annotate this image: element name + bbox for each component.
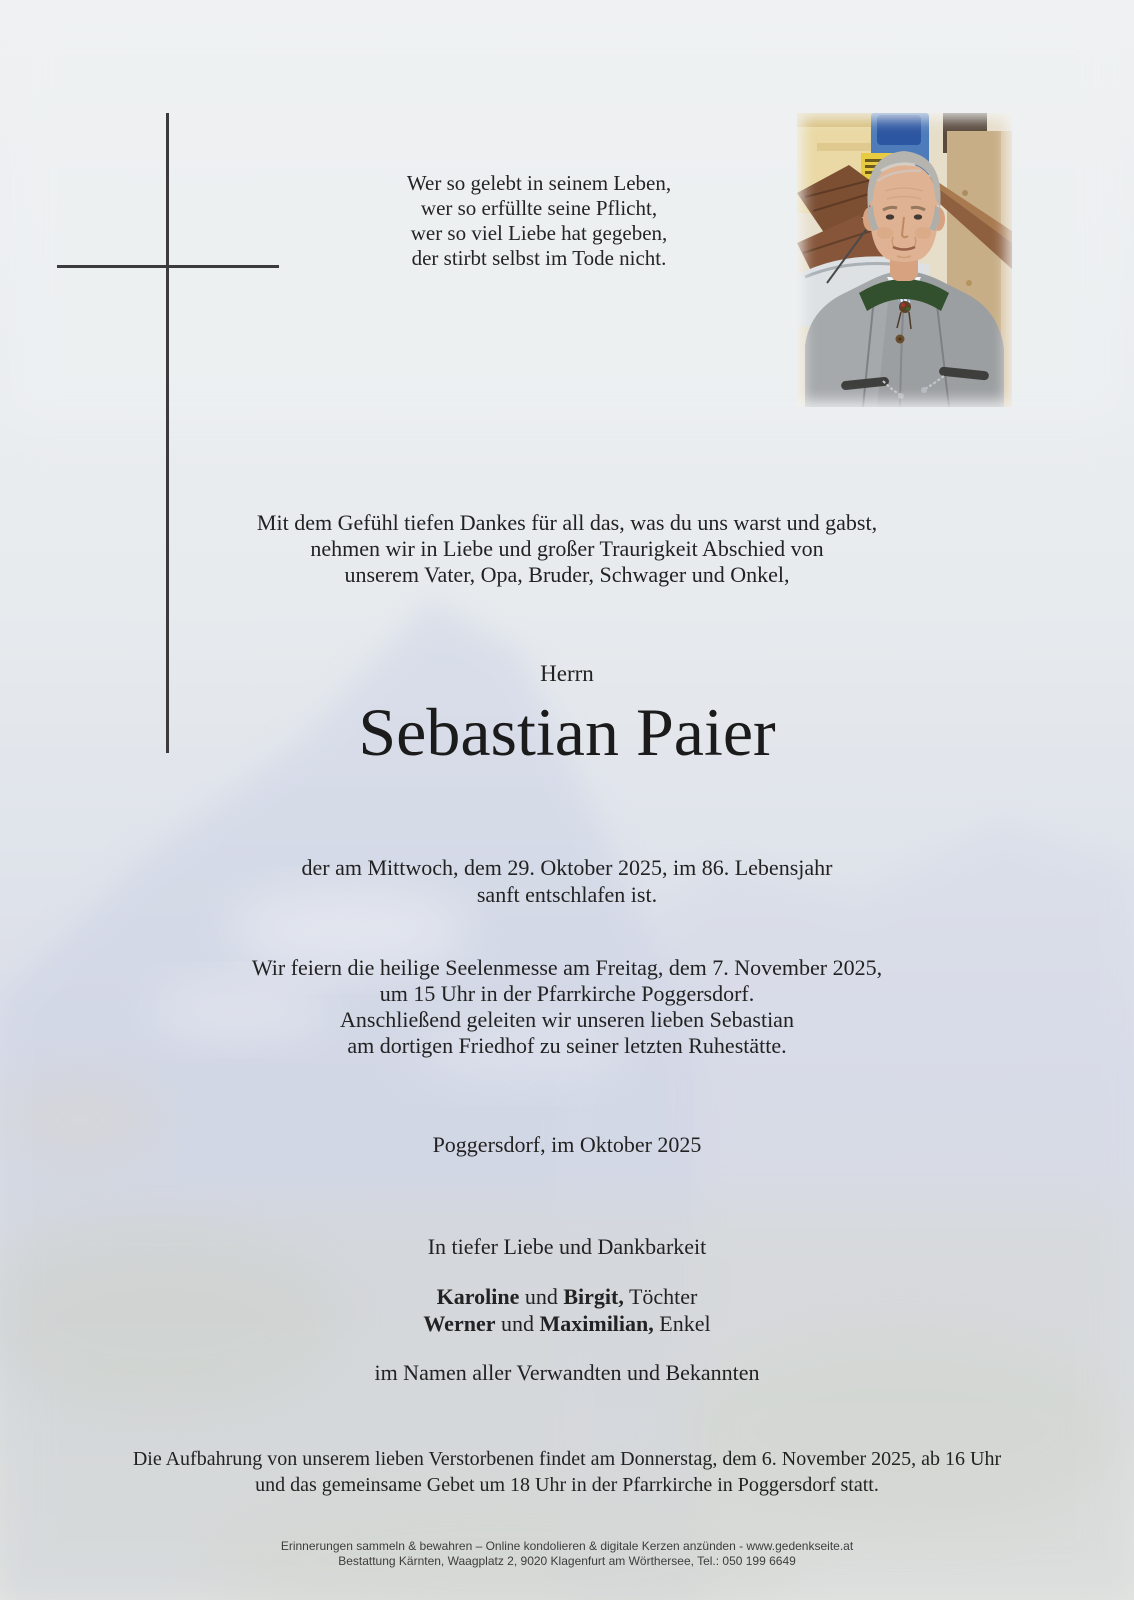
memorial-poem bbox=[0, 171, 1078, 271]
poem-line: wer so erfüllte seine Pflicht, bbox=[420, 196, 658, 220]
family-name-bold: Maximilian, bbox=[539, 1311, 654, 1336]
poem-line: wer so viel Liebe hat gegeben, bbox=[410, 221, 668, 245]
service-info bbox=[0, 955, 1134, 1059]
family-name-bold: Karoline bbox=[436, 1284, 520, 1309]
aufbahrung-line: und das gemeinsame Gebet um 18 Uhr in der Pfarrkirche in Poggersdorf statt. bbox=[255, 1474, 879, 1496]
poem-line: der stirbt selbst im Tode nicht. bbox=[411, 246, 667, 270]
closing-text: In tiefer Liebe und Dankbarkeit bbox=[427, 1234, 707, 1259]
aufbahrung-line: Die Aufbahrung von unserem lieben Verstorbenen findet am Donnerstag, dem 6. November 2025, ab 16 Uhr bbox=[132, 1448, 1002, 1470]
family-relation: Enkel bbox=[653, 1311, 711, 1336]
deceased-name: Sebastian Paier bbox=[358, 694, 776, 770]
footer-line-gedenkseite: Erinnerungen sammeln & bewahren – Online kondolieren & digitale Kerzen anzünden - www.gedenkseite.at bbox=[280, 1539, 854, 1553]
death-info-line: sanft entschlafen ist. bbox=[476, 882, 658, 907]
family-line-grandsons bbox=[0, 1310, 1134, 1337]
footer-line-bestattung: Bestattung Kärnten, Waagplatz 2, 9020 Klagenfurt am Wörthersee, Tel.: 050 199 6649 bbox=[338, 1554, 796, 1568]
intro-line: unserem Vater, Opa, Bruder, Schwager und Onkel, bbox=[344, 562, 790, 587]
family-relation: Töchter bbox=[623, 1284, 698, 1309]
family-conjunction: und bbox=[495, 1311, 540, 1336]
family-names bbox=[0, 1283, 1134, 1337]
intro-line: Mit dem Gefühl tiefen Dankes für all das, was du uns warst und gabst, bbox=[256, 510, 878, 535]
family-name-bold: Birgit, bbox=[563, 1284, 624, 1309]
intro-line: nehmen wir in Liebe und großer Traurigkeit Abschied von bbox=[310, 536, 824, 561]
death-info-line: der am Mittwoch, dem 29. Oktober 2025, im 86. Lebensjahr bbox=[301, 855, 833, 880]
family-name-bold: Werner bbox=[423, 1311, 496, 1336]
footer bbox=[0, 1539, 1134, 1569]
service-info-line: am dortigen Friedhof zu seiner letzten Ruhestätte. bbox=[347, 1033, 787, 1058]
salutation: Herrn bbox=[540, 661, 594, 686]
service-info-line: um 15 Uhr in der Pfarrkirche Poggersdorf. bbox=[379, 981, 755, 1006]
service-info-line: Anschließend geleiten wir unseren lieben Sebastian bbox=[340, 1007, 794, 1032]
poem-line: Wer so gelebt in seinem Leben, bbox=[406, 171, 672, 195]
in-name-of-text: im Namen aller Verwandten und Bekannten bbox=[374, 1360, 760, 1385]
family-line-daughters bbox=[0, 1283, 1134, 1310]
intro-text bbox=[0, 510, 1134, 588]
dateline: Poggersdorf, im Oktober 2025 bbox=[432, 1132, 702, 1157]
service-info-line: Wir feiern die heilige Seelenmesse am Freitag, dem 7. November 2025, bbox=[251, 955, 883, 980]
family-conjunction: und bbox=[519, 1284, 564, 1309]
aufbahrung-info bbox=[0, 1446, 1134, 1498]
death-info bbox=[0, 854, 1134, 908]
